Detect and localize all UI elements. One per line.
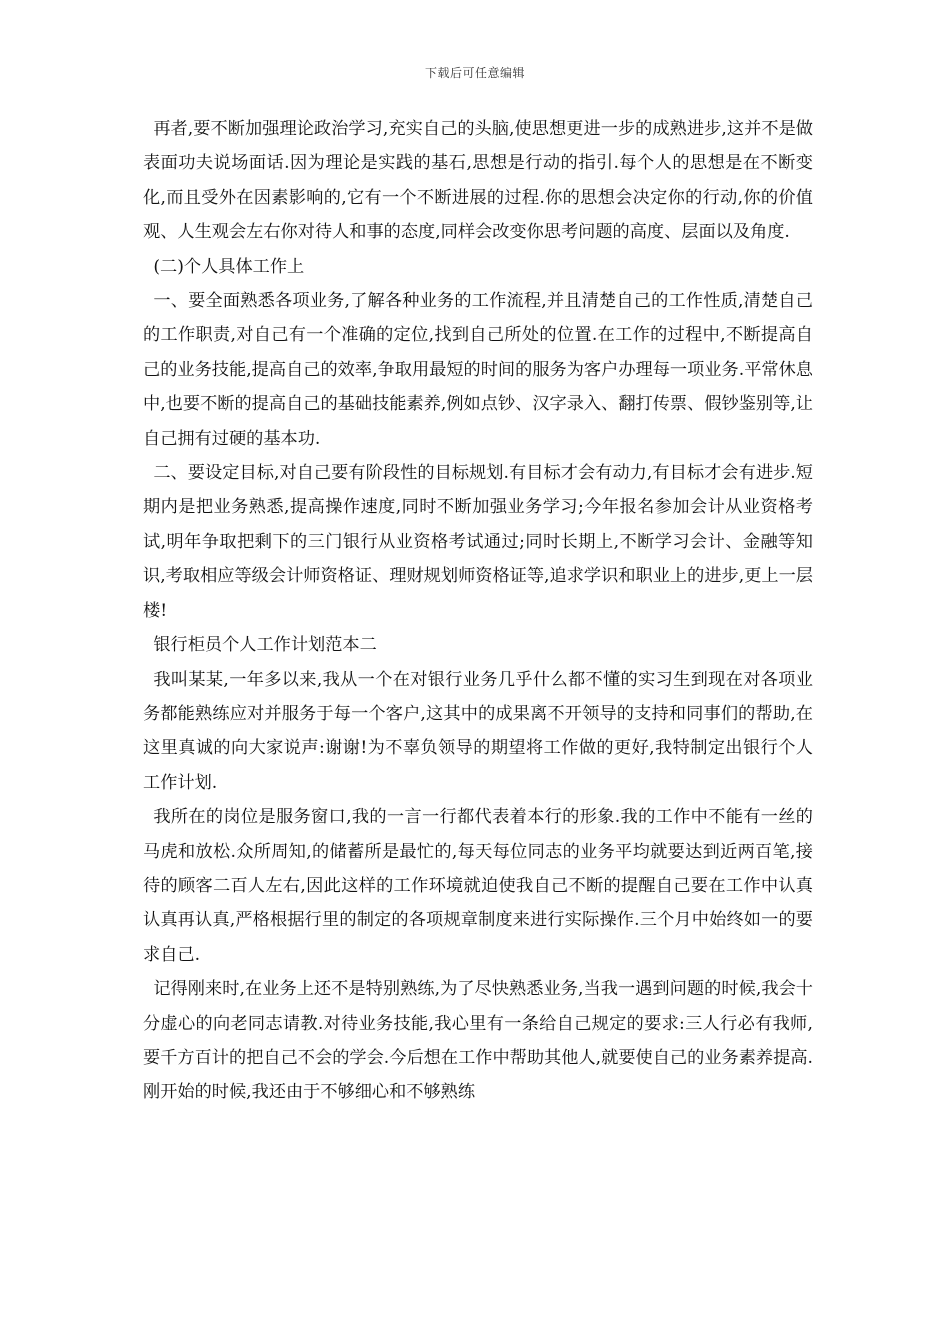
paragraph-introduction: 我叫某某,一年多以来,我从一个在对银行业务几乎什么都不懂的实习生到现在对各项业务都能熟练应对并服务于每一个客户,这其中的成果离不开领导的支持和同事们的帮助,在这里真诚的向大家说声:谢谢!为不辜负领导的期望将工作做的更好,我特制定出银行个人工作计划. bbox=[143, 669, 813, 793]
page-header: 下载后可任意编辑 bbox=[424, 66, 525, 80]
paragraph-service-window: 我所在的岗位是服务窗口,我的一言一行都代表着本行的形象.我的工作中不能有一丝的马虎和放松.众所周知,的储蓄所是最忙的,每天每位同志的业务平均就要达到近两百笔,接待的顾客二百人左右,因此这样的工作环境就迫使我自己不断的提醒自己要在工作中认真认真再认真,严格根据行里的制定的各项规章制度来进行实际操作.三个月中始终如一的要求自己. bbox=[143, 807, 813, 965]
document-body bbox=[143, 112, 813, 1110]
section-heading-template-two: 银行柜员个人工作计划范本二 bbox=[153, 635, 377, 656]
section-heading-personal-work: (二)个人具体工作上 bbox=[153, 256, 305, 277]
paragraph-study: 再者,要不断加强理论政治学习,充实自己的头脑,使思想更进一步的成熟进步,这并不是做表面功夫说场面话.因为理论是实践的基石,思想是行动的指引.每个人的思想是在不断变化,而且受外在因素影响的,它有一个不断进展的过程.你的思想会决定你的行动,你的价值观、人生观会左右你对待人和事的态度,同样会改变你思考问题的高度、层面以及角度. bbox=[143, 119, 813, 243]
paragraph-learning: 记得刚来时,在业务上还不是特别熟练,为了尽快熟悉业务,当我一遇到问题的时候,我会十分虚心的向老同志请教.对待业务技能,我心里有一条给自己规定的要求:三人行必有我师,要千方百计的把自己不会的学会.今后想在工作中帮助其他人,就要使自己的业务素养提高.刚开始的时候,我还由于不够细心和不够熟练 bbox=[143, 979, 813, 1103]
paragraph-familiarize-business: 一、要全面熟悉各项业务,了解各种业务的工作流程,并且清楚自己的工作性质,清楚自己的工作职责,对自己有一个准确的定位,找到自己所处的位置.在工作的过程中,不断提高自己的业务技能,提高自己的效率,争取用最短的时间的服务为客户办理每一项业务.平常休息中,也要不断的提高自己的基础技能素养,例如点钞、汉字录入、翻打传票、假钞鉴别等,让自己拥有过硬的基本功. bbox=[143, 291, 813, 449]
paragraph-set-goals: 二、要设定目标,对自己要有阶段性的目标规划.有目标才会有动力,有目标才会有进步.短期内是把业务熟悉,提高操作速度,同时不断加强业务学习;今年报名参加会计从业资格考试,明年争取把剩下的三门银行从业资格考试通过;同时长期上,不断学习会计、金融等知识,考取相应等级会计师资格证、理财规划师资格证等,追求学识和职业上的进步,更上一层楼! bbox=[143, 463, 813, 621]
